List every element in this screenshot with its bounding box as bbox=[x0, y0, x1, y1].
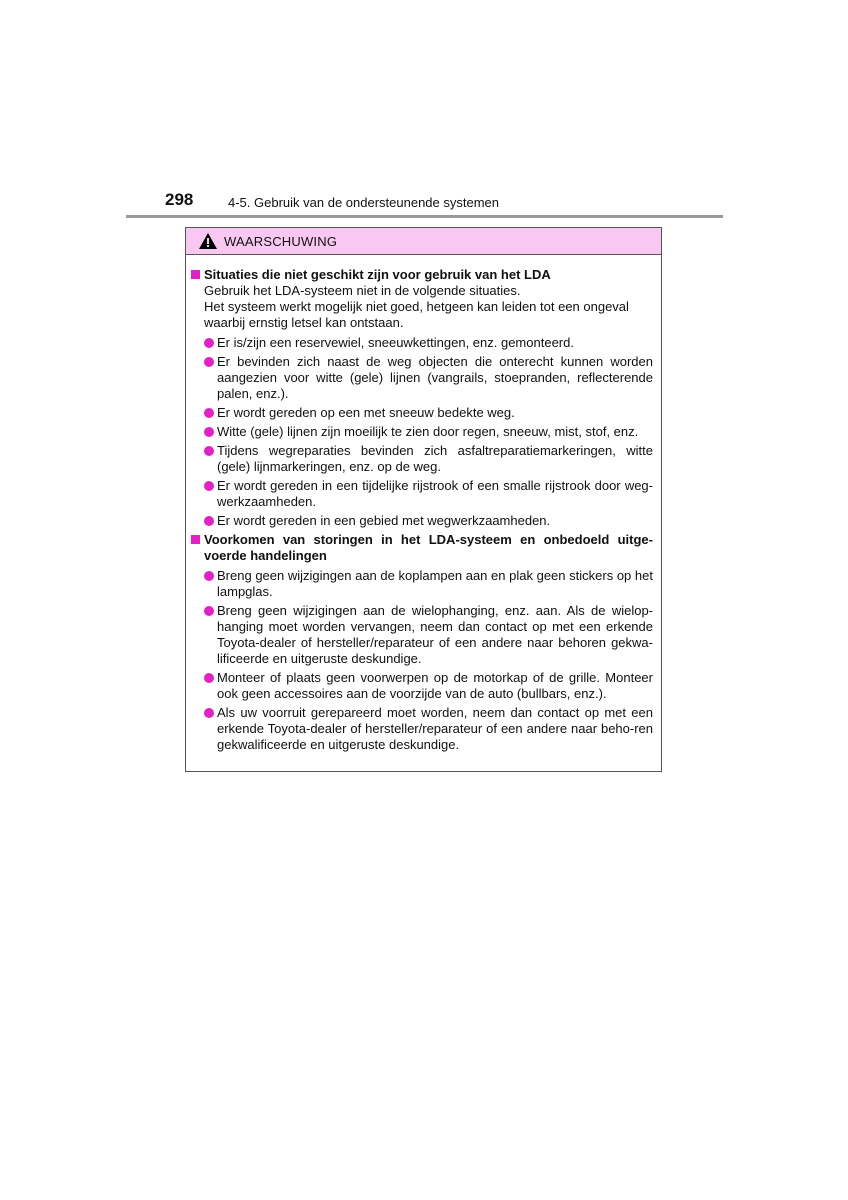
list-item: Er wordt gereden in een tijdelijke rijstrook of een smalle rijstrook door weg-werkzaamheden. bbox=[204, 478, 653, 510]
circle-bullet-icon bbox=[204, 408, 214, 418]
header-rule bbox=[126, 215, 723, 218]
list-item: Breng geen wijzigingen aan de wielophanging, enz. aan. Als de wielop-hanging moet worden vervangen, neem dan contact op met een erkende Toyota-dealer of hersteller/reparateur of een andere naar behoren gekwa-lificeerde en uitgeruste deskundige. bbox=[204, 603, 653, 667]
heading-text: Situaties die niet geschikt zijn voor gebruik van het LDA bbox=[204, 267, 551, 282]
warning-triangle-icon bbox=[198, 232, 218, 250]
circle-bullet-icon bbox=[204, 673, 214, 683]
section-heading bbox=[190, 267, 653, 283]
heading-text: Voorkomen van storingen in het LDA-systeem en onbedoeld uitge-voerde handelingen bbox=[204, 532, 653, 563]
warning-content bbox=[186, 255, 661, 753]
page-number: 298 bbox=[165, 190, 194, 209]
list-item: Witte (gele) lijnen zijn moeilijk te zien door regen, sneeuw, mist, stof, enz. bbox=[204, 424, 653, 440]
bullet-list bbox=[190, 335, 653, 529]
circle-bullet-icon bbox=[204, 357, 214, 367]
warning-title: WAARSCHUWING bbox=[224, 233, 338, 249]
list-item: Er bevinden zich naast de weg objecten die onterecht kunnen worden aangezien voor witte (gele) lijnen (vangrails, stoepranden, reflecterende palen, enz.). bbox=[204, 354, 653, 402]
square-bullet-icon bbox=[191, 535, 200, 544]
warning-header bbox=[186, 228, 661, 255]
square-bullet-icon bbox=[191, 270, 200, 279]
circle-bullet-icon bbox=[204, 516, 214, 526]
list-item: Er wordt gereden in een gebied met wegwerkzaamheden. bbox=[204, 513, 653, 529]
circle-bullet-icon bbox=[204, 481, 214, 491]
circle-bullet-icon bbox=[204, 708, 214, 718]
list-item: Tijdens wegreparaties bevinden zich asfaltreparatiemarkeringen, witte (gele) lijnmarkeringen, enz. op de weg. bbox=[204, 443, 653, 475]
intro-paragraph: Gebruik het LDA-systeem niet in de volgende situaties. Het systeem werkt mogelijk niet goed, hetgeen kan leiden tot een ongeval waarbij ernstig letsel kan ontstaan. bbox=[204, 283, 629, 330]
section-heading bbox=[190, 532, 653, 564]
section-title: 4-5. Gebruik van de ondersteunende systemen bbox=[228, 195, 500, 210]
list-item: Er is/zijn een reservewiel, sneeuwkettingen, enz. gemonteerd. bbox=[204, 335, 653, 351]
warning-box bbox=[185, 227, 662, 772]
circle-bullet-icon bbox=[204, 427, 214, 437]
circle-bullet-icon bbox=[204, 571, 214, 581]
list-item: Er wordt gereden op een met sneeuw bedekte weg. bbox=[204, 405, 653, 421]
circle-bullet-icon bbox=[204, 446, 214, 456]
list-item: Monteer of plaats geen voorwerpen op de motorkap of de grille. Monteer ook geen accessoires aan de voorzijde van de auto (bullbars, enz.). bbox=[204, 670, 653, 702]
circle-bullet-icon bbox=[204, 338, 214, 348]
list-item: Als uw voorruit gerepareerd moet worden, neem dan contact op met een erkende Toyota-dealer of hersteller/reparateur of een andere naar beho-ren gekwalificeerde en uitgeruste deskundige. bbox=[204, 705, 653, 753]
list-item: Breng geen wijzigingen aan de koplampen aan en plak geen stickers op het lampglas. bbox=[204, 568, 653, 600]
bullet-list bbox=[190, 568, 653, 753]
circle-bullet-icon bbox=[204, 606, 214, 616]
